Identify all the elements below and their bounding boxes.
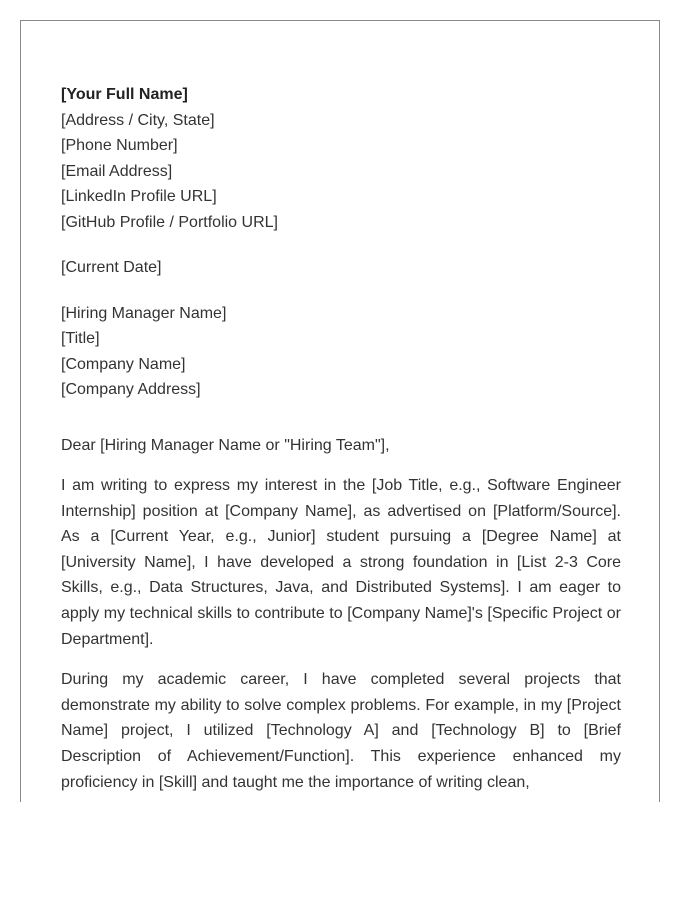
sender-github: [GitHub Profile / Portfolio URL] bbox=[61, 213, 278, 231]
sender-phone: [Phone Number] bbox=[61, 137, 178, 154]
sender-email: [Email Address] bbox=[61, 162, 173, 180]
sender-name: [Your Full Name] bbox=[61, 86, 188, 103]
recipient-company: [Company Name] bbox=[61, 355, 186, 373]
letter-date: [Current Date] bbox=[61, 259, 162, 276]
date-block bbox=[61, 255, 621, 281]
salutation: Dear [Hiring Manager Name or "Hiring Team"], bbox=[61, 436, 390, 454]
recipient-address: [Company Address] bbox=[61, 381, 201, 398]
body-paragraph-2: During my academic career, I have completed several projects that demonstrate my ability to solve complex problems. For example, in my [Project Name] project, I utilized [Technology A] and [Technology B] to [Brief Description of Achievement/Function]. This experience enhanced my proficiency in [Skill] and taught me the importance of writing clean, bbox=[61, 671, 621, 791]
body-paragraph-1: I am writing to express my interest in the [Job Title, e.g., Software Engineer Internship] position at [Company Name], as advertised on [Platform/Source]. As a [Current Year, e.g., Junior] student pursuing a [Degree Name] at [University Name], I have developed a strong foundation in [List 2-3 Core Skills, e.g., Data Structures, Java, and Distributed Systems]. I am eager to apply my technical skills to contribute to [Company Name]'s [Specific Project or Department]. bbox=[61, 477, 621, 648]
recipient-title: [Title] bbox=[61, 330, 100, 347]
recipient-block bbox=[61, 301, 621, 403]
document-page bbox=[20, 20, 660, 802]
sender-block bbox=[61, 82, 621, 235]
sender-linkedin: [LinkedIn Profile URL] bbox=[61, 188, 217, 205]
recipient-manager: [Hiring Manager Name] bbox=[61, 304, 227, 322]
cover-letter bbox=[61, 82, 621, 795]
sender-address: [Address / City, State] bbox=[61, 111, 215, 129]
